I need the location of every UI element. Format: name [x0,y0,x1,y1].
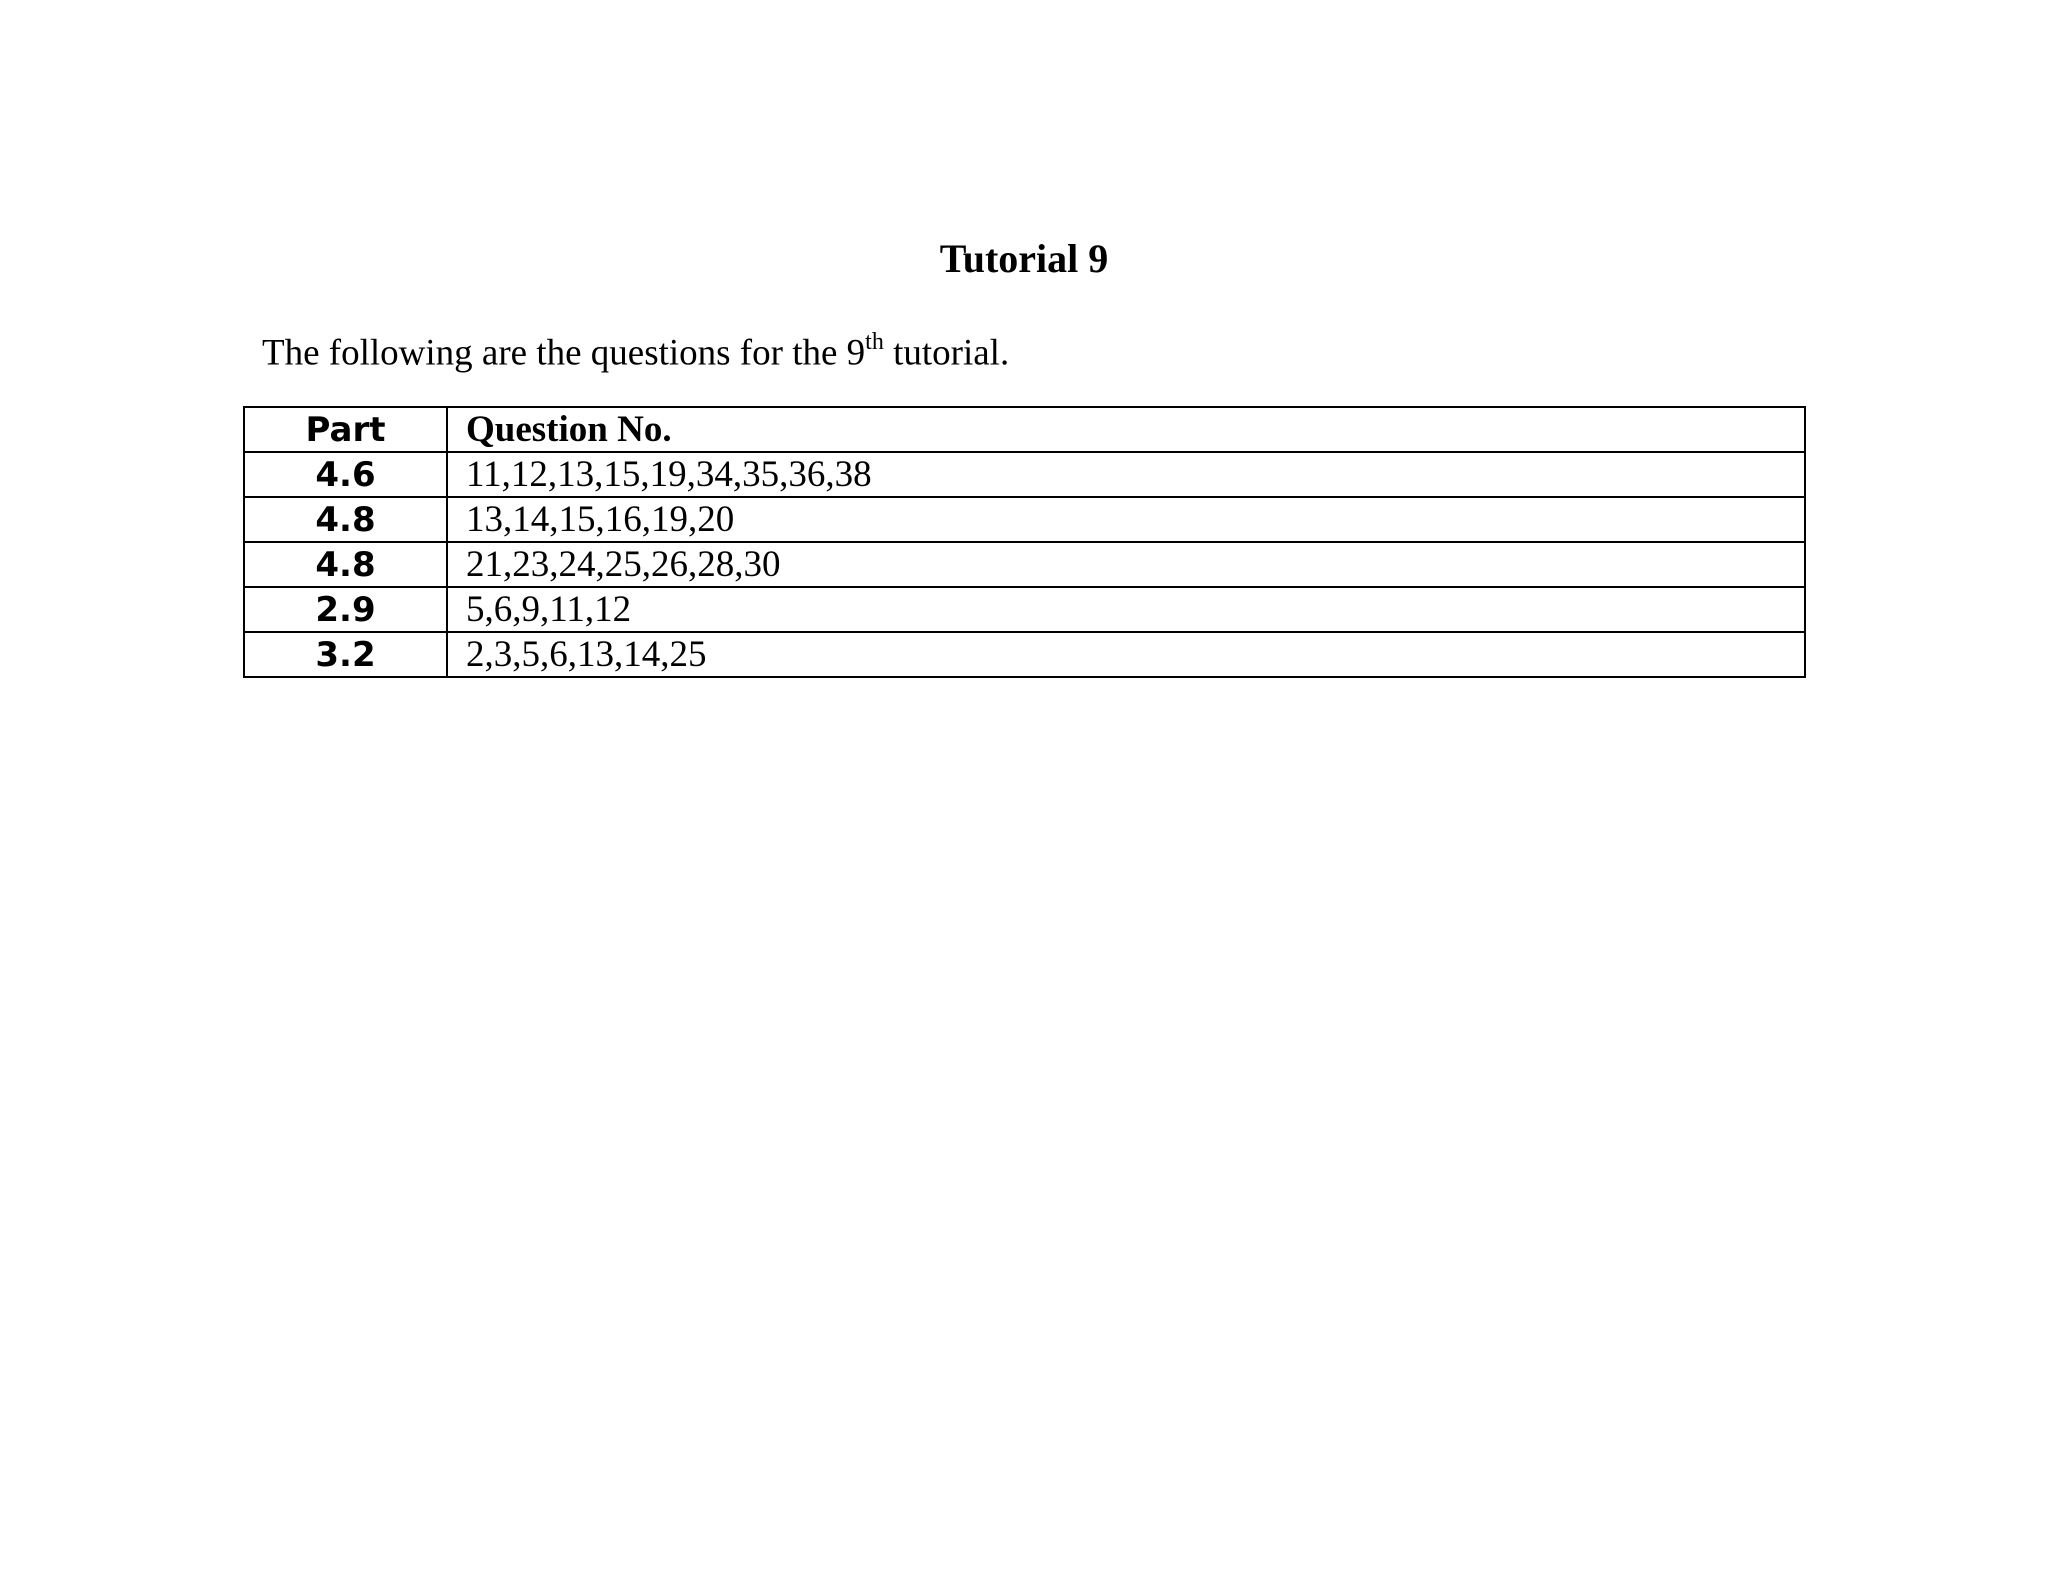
header-part: Part [244,407,447,452]
header-question-no: Question No. [447,407,1805,452]
questions-table [243,406,1806,678]
intro-text-before: The following are the questions for the 9 [262,332,866,374]
intro-superscript: th [865,329,884,355]
table-row [244,497,1805,542]
questions-cell: 5,6,9,11,12 [447,587,1805,632]
table-row [244,542,1805,587]
questions-cell: 13,14,15,16,19,20 [447,497,1805,542]
intro-text-after: tutorial. [883,332,1010,374]
part-cell: 4.6 [244,452,447,497]
part-cell: 4.8 [244,542,447,587]
part-cell: 4.8 [244,497,447,542]
questions-cell: 11,12,13,15,19,34,35,36,38 [447,452,1805,497]
questions-cell: 2,3,5,6,13,14,25 [447,632,1805,677]
table-header-row [244,407,1805,452]
document-title: Tutorial 9 [939,236,1109,281]
intro-paragraph [262,318,1009,379]
part-cell: 3.2 [244,632,447,677]
part-cell: 2.9 [244,587,447,632]
questions-cell: 21,23,24,25,26,28,30 [447,542,1805,587]
table-row [244,452,1805,497]
table-row [244,587,1805,632]
table-row [244,632,1805,677]
